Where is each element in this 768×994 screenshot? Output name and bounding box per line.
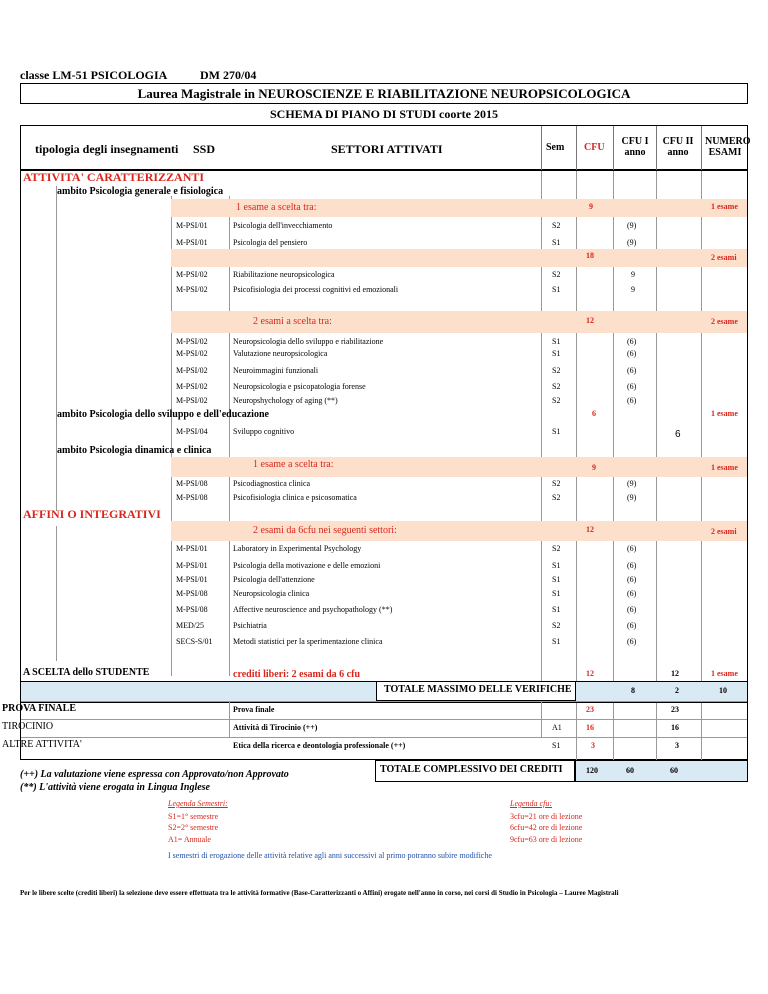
- course-cfu1: (6): [627, 575, 637, 584]
- group-4-label: 1 esame a scelta tra:: [253, 459, 334, 470]
- prova-finale-name: Prova finale: [233, 705, 275, 714]
- course-name: Psicodiagnostica clinica: [233, 479, 311, 488]
- schema-title: SCHEMA DI PIANO DI STUDI coorte 2015: [270, 107, 498, 121]
- tirocinio-label: TIROCINIO: [2, 721, 54, 732]
- prova-finale-c2: 23: [671, 705, 679, 714]
- altre-attivita-label: ALTRE ATTIVITA': [2, 739, 82, 750]
- course-ssd: M-PSI/08: [176, 605, 208, 614]
- tirocinio-c2: 16: [671, 723, 679, 732]
- group-1-label: 1 esame a scelta tra:: [236, 202, 317, 213]
- totale-complessivo-c2: 60: [670, 766, 678, 775]
- legenda-semestri-1: S1=1° semestre: [168, 812, 219, 821]
- legenda-semestri-2: S2=2° semestre: [168, 823, 219, 832]
- course-name: Psicologia della motivazione e delle emozioni: [233, 561, 381, 570]
- group-4-cfu: 9: [592, 463, 596, 472]
- legenda-cfu-3: 9cfu=63 ore di lezione: [510, 835, 583, 844]
- group-1-esami: 1 esame: [711, 202, 738, 211]
- group-2-header: [171, 249, 747, 267]
- col-cfu1: CFU I anno: [621, 136, 649, 158]
- course-sem: S2: [552, 396, 561, 405]
- course-sem: S1: [552, 349, 561, 358]
- plan-body: [2, 170, 748, 760]
- course-sem: S1: [552, 575, 561, 584]
- ambito-generale: ambito Psicologia generale e fisiologica: [57, 186, 224, 197]
- course-ssd: M-PSI/02: [176, 270, 208, 279]
- course-sem: S2: [552, 479, 561, 488]
- course-name: Neuropsicologia e psicopatologia forense: [233, 382, 366, 391]
- course-sem: S1: [552, 238, 561, 247]
- scelta-crediti: crediti liberi: 2 esami da 6 cfu: [233, 669, 361, 680]
- course-name: Neuroimmagini funzionali: [233, 366, 319, 375]
- section-affini: AFFINI O INTEGRATIVI: [23, 507, 161, 521]
- course-sem: S1: [552, 427, 561, 436]
- course-ssd: M-PSI/01: [176, 221, 208, 230]
- course-cfu1: (6): [627, 605, 637, 614]
- course-name: Psicologia dell'invecchiamento: [233, 221, 333, 230]
- legenda-semestri-3: A1= Annuale: [168, 835, 211, 844]
- scelta-esami: 1 esame: [711, 669, 738, 678]
- course-ssd: M-PSI/02: [176, 366, 208, 375]
- totale-complessivo-label: TOTALE COMPLESSIVO DEI CREDITI: [380, 764, 563, 775]
- course-cfu1: 9: [631, 270, 635, 279]
- col-cfu: CFU: [584, 142, 605, 153]
- course-cfu1: 9: [631, 285, 635, 294]
- course-name: Psichiatria: [233, 621, 267, 630]
- course-ssd: M-PSI/02: [176, 337, 208, 346]
- altre-attivita-c2: 3: [675, 741, 679, 750]
- course-cfu2: 6: [675, 429, 681, 440]
- ambito-sviluppo-cfu: 6: [592, 409, 596, 418]
- course-name: Sviluppo cognitivo: [233, 427, 295, 436]
- section-caratterizzanti: ATTIVITA' CARATTERIZZANTI: [23, 170, 205, 184]
- group-3-esami: 2 esame: [711, 317, 738, 326]
- course-name: Psicologia dell'attenzione: [233, 575, 315, 584]
- col-ssd: SSD: [193, 142, 216, 156]
- course-cfu1: (6): [627, 349, 637, 358]
- course-ssd: MED/25: [176, 621, 204, 630]
- course-name: Laboratory in Experimental Psychology: [233, 544, 362, 553]
- prova-finale-cfu: 23: [586, 705, 594, 714]
- course-sem: S1: [552, 637, 561, 646]
- course-ssd: M-PSI/02: [176, 349, 208, 358]
- altre-attivita-name: Etica della ricerca e deontologia professionale (++): [233, 741, 406, 750]
- legenda-semestri-title: Legenda Semestri:: [168, 799, 228, 808]
- group-4-esami: 1 esame: [711, 463, 738, 472]
- legenda-cfu-2: 6cfu=42 ore di lezione: [510, 823, 583, 832]
- group-1-cfu: 9: [589, 202, 593, 211]
- ambito-sviluppo: ambito Psicologia dello sviluppo e dell'educazione: [57, 409, 269, 420]
- course-sem: S1: [552, 285, 561, 294]
- course-name: Riabilitazione neuropsicologica: [233, 270, 335, 279]
- tirocinio-sem: A1: [552, 723, 562, 732]
- totale-verifiche-c1: 8: [631, 686, 635, 695]
- scelta-cfu2: 12: [671, 669, 679, 678]
- note-approvato: (++) La valutazione viene espressa con Approvato/non Approvato: [20, 769, 289, 780]
- course-cfu1: (9): [627, 493, 637, 502]
- course-ssd: M-PSI/01: [176, 561, 208, 570]
- note-semestri: I semestri di erogazione delle attività relative agli anni successivi al primo potranno subire modifiche: [168, 851, 492, 860]
- legenda-cfu-1: 3cfu=21 ore di lezione: [510, 812, 583, 821]
- group-3-cfu: 12: [586, 316, 594, 325]
- course-sem: S1: [552, 337, 561, 346]
- course-ssd: M-PSI/08: [176, 479, 208, 488]
- legenda-cfu-title: Legenda cfu:: [510, 799, 552, 808]
- course-name: Neuropsicologia dello sviluppo e riabilitazione: [233, 337, 384, 346]
- group-2-esami: 2 esami: [711, 253, 737, 262]
- course-ssd: M-PSI/01: [176, 575, 208, 584]
- altre-attivita-cfu: 3: [591, 741, 595, 750]
- group-5-esami: 2 esami: [711, 527, 737, 536]
- course-sem: S2: [552, 493, 561, 502]
- ambito-sviluppo-esami: 1 esame: [711, 409, 738, 418]
- course-cfu1: (6): [627, 637, 637, 646]
- course-ssd: M-PSI/08: [176, 493, 208, 502]
- course-name: Valutazione neuropsicologica: [233, 349, 328, 358]
- col-sem: Sem: [546, 142, 565, 153]
- course-ssd: M-PSI/02: [176, 285, 208, 294]
- course-ssd: M-PSI/01: [176, 544, 208, 553]
- prova-finale-label: PROVA FINALE: [2, 703, 76, 714]
- totale-verifiche-esami: 10: [719, 686, 727, 695]
- course-sem: S1: [552, 561, 561, 570]
- course-cfu1: (6): [627, 366, 637, 375]
- group-2-cfu: 18: [586, 251, 594, 260]
- course-name: Psicologia del pensiero: [233, 238, 308, 247]
- course-sem: S2: [552, 382, 561, 391]
- course-cfu1: (6): [627, 382, 637, 391]
- col-settori: SETTORI ATTIVATI: [331, 142, 443, 156]
- group-3-label: 2 esami a scelta tra:: [253, 316, 332, 327]
- course-ssd: M-PSI/02: [176, 396, 208, 405]
- totale-complessivo-c1: 60: [626, 766, 634, 775]
- col-cfu2: CFU II anno: [662, 136, 694, 158]
- course-name: Neuropsicologia clinica: [233, 589, 310, 598]
- altre-attivita-sem: S1: [552, 741, 561, 750]
- course-cfu1: (6): [627, 621, 637, 630]
- group-5-cfu: 12: [586, 525, 594, 534]
- course-ssd: M-PSI/02: [176, 382, 208, 391]
- course-sem: S2: [552, 621, 561, 630]
- course-cfu1: (9): [627, 479, 637, 488]
- scelta-label: A SCELTA dello STUDENTE: [23, 667, 150, 678]
- course-cfu1: (6): [627, 544, 637, 553]
- course-name: Psicofisiologia clinica e psicosomatica: [233, 493, 357, 502]
- course-name: Neuropshychology of aging (**): [233, 396, 338, 405]
- totale-complessivo-cfu: 120: [586, 766, 598, 775]
- footer-note: Per le libere scelte (crediti liberi) la selezione deve essere effettuata tra le attività formative (Base-Caratterizzanti o Affini) erogate nell'anno in corso, nei corsi di Studio in Psicologia – Lauree Magistrali: [20, 889, 619, 897]
- course-cfu1: (6): [627, 396, 637, 405]
- course-name: Psicofisiologia dei processi cognitivi ed emozionali: [233, 285, 399, 294]
- group-5-label: 2 esami da 6cfu nei seguenti settori:: [253, 525, 397, 536]
- course-cfu1: (9): [627, 238, 637, 247]
- tirocinio-name: Attività di Tirocinio (++): [233, 723, 318, 732]
- course-sem: S1: [552, 605, 561, 614]
- course-sem: S2: [552, 270, 561, 279]
- column-header: [20, 125, 751, 170]
- course-ssd: M-PSI/01: [176, 238, 208, 247]
- course-cfu1: (6): [627, 589, 637, 598]
- tirocinio-cfu: 16: [586, 723, 594, 732]
- course-cfu1: (6): [627, 337, 637, 346]
- totale-complessivo-cells: [575, 760, 748, 782]
- ambito-clinica: ambito Psicologia dinamica e clinica: [57, 445, 212, 456]
- course-sem: S2: [552, 544, 561, 553]
- course-ssd: M-PSI/08: [176, 589, 208, 598]
- course-name: Affective neuroscience and psychopathology (**): [233, 605, 393, 614]
- course-sem: S1: [552, 589, 561, 598]
- col-esami: NUMERO ESAMI: [705, 136, 751, 158]
- laurea-title: Laurea Magistrale in NEUROSCIENZE E RIABILITAZIONE NEUROPSICOLOGICA: [20, 83, 748, 104]
- course-ssd: SECS-S/01: [176, 637, 213, 646]
- dm-label: DM 270/04: [200, 68, 257, 82]
- course-name: Metodi statistici per la sperimentazione clinica: [233, 637, 383, 646]
- scelta-cfu: 12: [586, 669, 594, 678]
- note-inglese: (**) L'attività viene erogata in Lingua Inglese: [20, 782, 210, 793]
- classe-label: classe LM-51 PSICOLOGIA: [20, 68, 168, 82]
- totale-verifiche-label: TOTALE MASSIMO DELLE VERIFICHE: [384, 684, 572, 695]
- col-tipologia: tipologia degli insegnamenti: [35, 142, 179, 156]
- course-cfu1: (6): [627, 561, 637, 570]
- totale-verifiche-c2: 2: [675, 686, 679, 695]
- course-sem: S2: [552, 221, 561, 230]
- course-cfu1: (9): [627, 221, 637, 230]
- course-sem: S2: [552, 366, 561, 375]
- course-ssd: M-PSI/04: [176, 427, 208, 436]
